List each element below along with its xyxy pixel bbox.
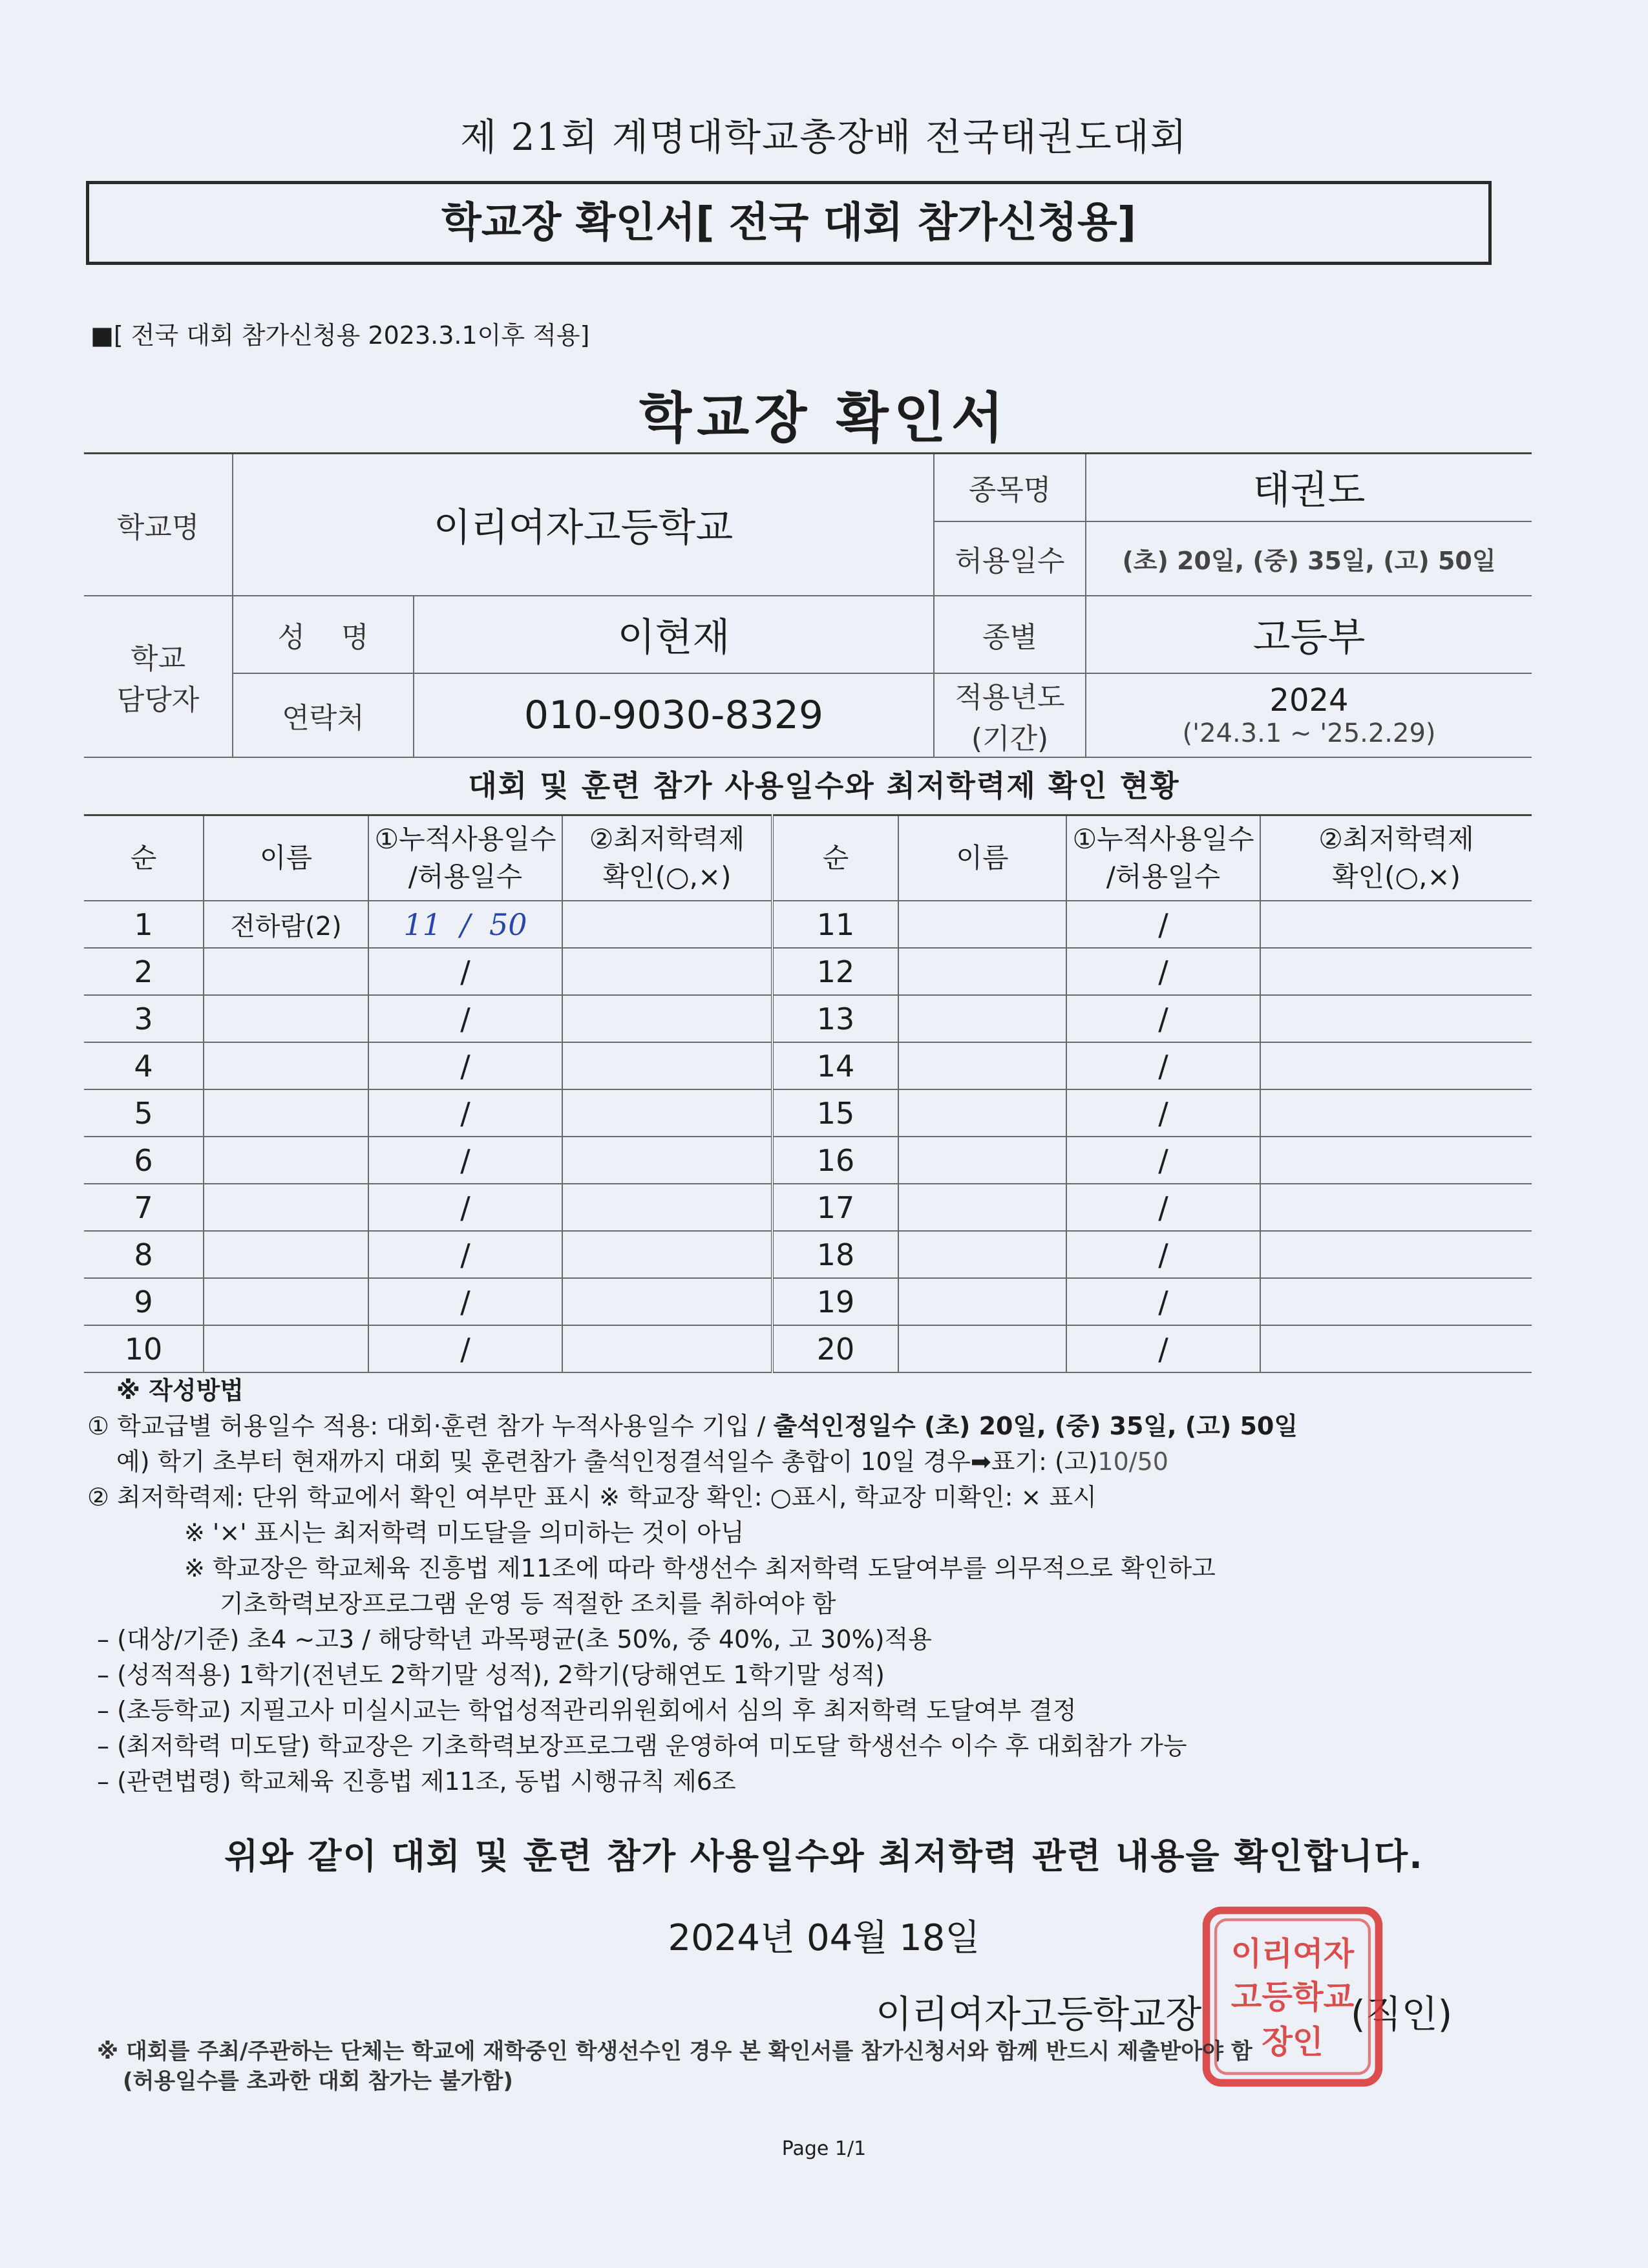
row-name xyxy=(898,1278,1066,1325)
row-no: 19 xyxy=(772,1278,898,1325)
contact-person-label xyxy=(84,596,233,757)
row-no: 9 xyxy=(84,1278,204,1325)
row-no: 12 xyxy=(772,948,898,995)
row-no: 6 xyxy=(84,1137,204,1184)
row-check xyxy=(1260,1231,1532,1278)
svg-text:장인: 장인 xyxy=(1262,2023,1324,2061)
header-name-2: 이름 xyxy=(898,815,1066,901)
row-days: / xyxy=(368,1089,562,1137)
row-check xyxy=(562,1278,772,1325)
signer-name: 이리여자고등학교장 xyxy=(876,1992,1202,2036)
row-check xyxy=(562,1325,772,1372)
name-label: 성 명 xyxy=(233,596,414,673)
row-check xyxy=(562,995,772,1042)
contact-label-line2: 담당자 xyxy=(116,683,200,717)
status-header-row xyxy=(84,815,1532,901)
row-check xyxy=(1260,995,1532,1042)
row-days: / xyxy=(1066,1231,1260,1278)
row-name xyxy=(898,1137,1066,1184)
contact-label-line1: 학교 xyxy=(130,642,185,675)
table-row xyxy=(84,948,1532,995)
header-check-line2: 확인(○,×) xyxy=(602,861,732,892)
header-check xyxy=(562,815,772,901)
row-no: 5 xyxy=(84,1089,204,1137)
row-name xyxy=(898,1042,1066,1089)
instructions-heading: ※ 작성방법 xyxy=(116,1376,244,1405)
row-days: / xyxy=(1066,1325,1260,1372)
row-days: / xyxy=(368,948,562,995)
header-days-line1: ①누적사용일수 xyxy=(374,823,556,855)
row-no: 13 xyxy=(772,995,898,1042)
note-line: – (초등학교) 지필고사 미실시교는 학업성적관리위원회에서 심의 후 최저학력 도달여부 결정 xyxy=(97,1696,1077,1725)
row-check xyxy=(1260,1325,1532,1372)
footnote xyxy=(97,2037,1551,2096)
header-days xyxy=(368,815,562,901)
row-name xyxy=(204,1325,368,1372)
row-days: 11 / 50 xyxy=(368,901,562,948)
header-check-line2: 확인(○,×) xyxy=(1331,861,1461,892)
row-days: / xyxy=(1066,1184,1260,1231)
row-check xyxy=(562,1137,772,1184)
instructions xyxy=(87,1373,1561,1800)
row-name xyxy=(204,1042,368,1089)
row-name xyxy=(204,1184,368,1231)
header-days-line2: /허용일수 xyxy=(1106,861,1221,892)
row-name xyxy=(898,1325,1066,1372)
row-days: / xyxy=(1066,1042,1260,1089)
sport-label: 종목명 xyxy=(934,454,1086,521)
row-check xyxy=(562,901,772,948)
row-no: 1 xyxy=(84,901,204,948)
row-name xyxy=(898,1184,1066,1231)
row-name xyxy=(204,1231,368,1278)
row-days: / xyxy=(368,1184,562,1231)
school-label: 학교명 xyxy=(84,454,233,596)
table-row xyxy=(84,1042,1532,1089)
status-title: 대회 및 훈련 참가 사용일수와 최저학력제 확인 현황 xyxy=(468,768,1180,803)
row-name xyxy=(204,948,368,995)
svg-text:이리여자: 이리여자 xyxy=(1231,1935,1355,1973)
note-line: ② 최저학력제: 단위 학교에서 확인 여부만 표시 ※ 학교장 확인: ○표시, 학교장 미확인: × 표시 xyxy=(87,1483,1097,1511)
header-check-2 xyxy=(1260,815,1532,901)
note-text: 예) 학기 초부터 현재까지 대회 및 훈련참가 출석인정결석일수 총합이 10일 경우➡표기: (고) xyxy=(116,1447,1098,1476)
row-days: / xyxy=(368,1137,562,1184)
note-example-value: 10/50 xyxy=(1097,1447,1168,1476)
header-check-line1: ②최저학력제 xyxy=(1318,823,1474,855)
header-name: 이름 xyxy=(204,815,368,901)
header-check-line1: ②최저학력제 xyxy=(589,823,745,855)
row-no: 15 xyxy=(772,1089,898,1137)
header-days-line2: /허용일수 xyxy=(408,861,523,892)
confirmation-statement: 위와 같이 대회 및 훈련 참가 사용일수와 최저학력 관련 내용을 확인합니다. xyxy=(224,1836,1424,1876)
row-check xyxy=(1260,948,1532,995)
header-days-2 xyxy=(1066,815,1260,901)
row-days: / xyxy=(368,1278,562,1325)
row-name xyxy=(898,1089,1066,1137)
allowed-days-value: (초) 20일, (중) 35일, (고) 50일 xyxy=(1086,521,1532,596)
row-check xyxy=(562,1231,772,1278)
table-row xyxy=(84,995,1532,1042)
table-row xyxy=(84,1137,1532,1184)
note-line: – (성적적용) 1학기(전년도 2학기말 성적), 2학기(당해연도 1학기말 성적) xyxy=(97,1661,885,1689)
row-no: 3 xyxy=(84,995,204,1042)
year-cell xyxy=(1086,673,1532,757)
event-title: 제 21회 계명대학교총장배 전국태권도대회 xyxy=(460,115,1188,159)
table-row xyxy=(84,1231,1532,1278)
row-no: 16 xyxy=(772,1137,898,1184)
row-no: 7 xyxy=(84,1184,204,1231)
row-name xyxy=(898,901,1066,948)
row-name xyxy=(204,1089,368,1137)
phone-value: 010-9030-8329 xyxy=(414,673,934,757)
name-value: 이현재 xyxy=(414,596,934,673)
year-label-line2: (기간) xyxy=(971,722,1049,755)
table-row xyxy=(84,1184,1532,1231)
table-row xyxy=(84,1089,1532,1137)
note-line: ※ '×' 표시는 최저학력 미도달을 의미하는 것이 아님 xyxy=(184,1518,745,1547)
row-no: 11 xyxy=(772,901,898,948)
row-days: / xyxy=(368,995,562,1042)
sport-value: 태권도 xyxy=(1086,454,1532,521)
row-days: / xyxy=(1066,995,1260,1042)
allowed-days-label: 허용일수 xyxy=(934,521,1086,596)
row-check xyxy=(1260,901,1532,948)
row-days: / xyxy=(368,1042,562,1089)
row-check xyxy=(1260,1184,1532,1231)
row-check xyxy=(1260,1042,1532,1089)
issue-date: 2024년 04월 18일 xyxy=(668,1917,980,1959)
row-no: 10 xyxy=(84,1325,204,1372)
row-no: 14 xyxy=(772,1042,898,1089)
header-no-2: 순 xyxy=(772,815,898,901)
row-no: 18 xyxy=(772,1231,898,1278)
row-name xyxy=(898,1231,1066,1278)
row-days: / xyxy=(1066,1137,1260,1184)
row-days: / xyxy=(1066,1089,1260,1137)
row-check xyxy=(562,1089,772,1137)
note-line: – (대상/기준) 초4 ~고3 / 해당학년 과목평균(초 50%, 중 40%, 고 30%)적용 xyxy=(97,1625,932,1654)
row-name xyxy=(898,995,1066,1042)
table-row xyxy=(84,1325,1532,1372)
seal-label: (직인) xyxy=(1351,1992,1453,2036)
row-check xyxy=(1260,1137,1532,1184)
note-line xyxy=(87,1444,1561,1480)
header-no: 순 xyxy=(84,815,204,901)
year-label-line1: 적용년도 xyxy=(955,680,1065,714)
main-title: 학교장 확인서 xyxy=(639,386,1009,450)
note-line: 기초학력보장프로그램 운영 등 적절한 조치를 취하여야 함 xyxy=(220,1590,836,1618)
row-no: 4 xyxy=(84,1042,204,1089)
row-name xyxy=(204,1137,368,1184)
row-no: 2 xyxy=(84,948,204,995)
table-row xyxy=(84,901,1532,948)
table-row xyxy=(84,1278,1532,1325)
row-name: 전하람(2) xyxy=(204,901,368,948)
row-name xyxy=(898,948,1066,995)
header-days-line1: ①누적사용일수 xyxy=(1072,823,1254,855)
division-value: 고등부 xyxy=(1086,596,1532,673)
row-no: 20 xyxy=(772,1325,898,1372)
year-label xyxy=(934,673,1086,757)
row-no: 8 xyxy=(84,1231,204,1278)
note-line: – (관련법령) 학교체육 진흥법 제11조, 동법 시행규칙 제6조 xyxy=(97,1767,736,1796)
svg-text:고등학교: 고등학교 xyxy=(1231,1978,1355,2016)
note-line: – (최저학력 미도달) 학교장은 기초학력보장프로그램 운영하여 미도달 학생선수 이수 후 대회참가 가능 xyxy=(97,1732,1187,1760)
row-check xyxy=(562,1184,772,1231)
phone-label: 연락처 xyxy=(233,673,414,757)
row-check xyxy=(1260,1278,1532,1325)
page-number: Page 1/1 xyxy=(781,2137,867,2160)
note-line: ※ 학교장은 학교체육 진흥법 제11조에 따라 학생선수 최저학력 도달여부를 의무적으로 확인하고 xyxy=(184,1554,1216,1582)
period-value: ('24.3.1 ~ '25.2.29) xyxy=(1182,718,1436,748)
note-line xyxy=(87,1409,1561,1444)
row-days: / xyxy=(368,1231,562,1278)
school-value: 이리여자고등학교 xyxy=(233,454,934,596)
row-check xyxy=(1260,1089,1532,1137)
note-emphasis: 출석인정일수 (초) 20일, (중) 35일, (고) 50일 xyxy=(773,1412,1298,1440)
row-days: / xyxy=(1066,901,1260,948)
row-days: / xyxy=(1066,948,1260,995)
info-table xyxy=(84,452,1532,758)
apply-note: ■[ 전국 대회 참가신청용 2023.3.1이후 적용] xyxy=(90,321,590,350)
document-title-box: 학교장 확인서[ 전국 대회 참가신청용] xyxy=(86,181,1492,265)
row-name xyxy=(204,995,368,1042)
row-no: 17 xyxy=(772,1184,898,1231)
footnote-line: ※ 대회를 주최/주관하는 단체는 학교에 재학중인 학생선수인 경우 본 확인서를 참가신청서와 함께 반드시 제출받아야 함 xyxy=(97,2039,1252,2064)
row-check xyxy=(562,948,772,995)
row-name xyxy=(204,1278,368,1325)
row-check xyxy=(562,1042,772,1089)
note-text: ① 학교급별 허용일수 적용: 대회·훈련 참가 누적사용일수 기입 / xyxy=(87,1412,774,1440)
footnote-line: (허용일수를 초과한 대회 참가는 불가함) xyxy=(123,2068,513,2094)
row-days: / xyxy=(1066,1278,1260,1325)
division-label: 종별 xyxy=(934,596,1086,673)
row-days: / xyxy=(368,1325,562,1372)
year-value: 2024 xyxy=(1269,682,1349,719)
status-table xyxy=(84,814,1532,1373)
